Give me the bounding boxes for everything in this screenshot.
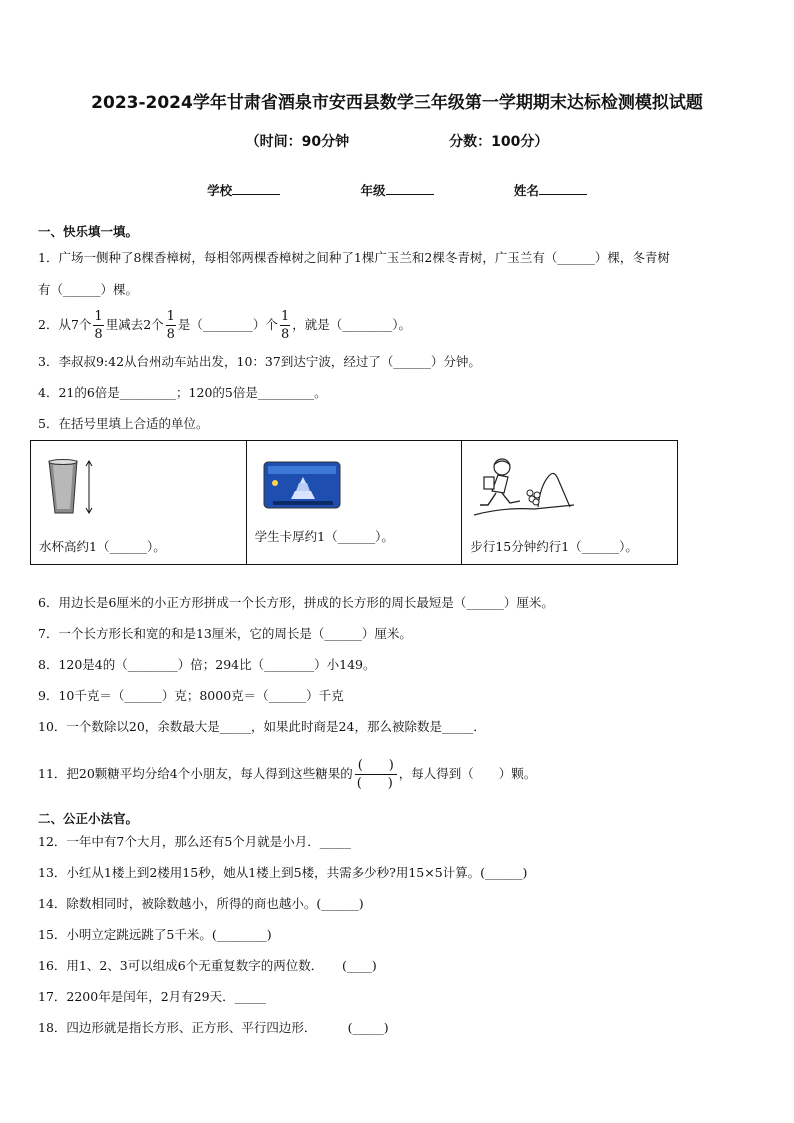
question-18: 18．四边形就是指长方形、正方形、平行四边形． (_____) — [38, 1020, 389, 1035]
grade-field[interactable] — [360, 181, 433, 199]
question-8: 8．120是4的（________）倍；294比（________）小149。 — [38, 657, 376, 672]
student-info — [0, 181, 794, 199]
exam-time: （时间：90分钟 — [245, 134, 350, 150]
question-1-line-1: 1．广场一侧种了8棵香樟树，每相邻两棵香樟树之间种了1棵广玉兰和2棵冬青树，广玉兰有（______）棵，冬青树 — [38, 250, 670, 265]
question-9: 9．10千克＝（______）克；8000克＝（______）千克 — [38, 688, 344, 703]
question-13: 13．小红从1楼上到2楼用15秒，她从1楼上到5楼，共需多少秒?用15×5计算。(______) — [38, 865, 528, 880]
fraction-one-eighth: $\frac{1}{8}$ — [94, 309, 103, 342]
name-field[interactable] — [514, 181, 587, 199]
walking-child-image — [474, 457, 574, 519]
question-2: 2．从7个 $\frac{1}{8}$ 里减去2个 $\frac{1}{8}$ 是（________）个 $\frac{1}{8}$ ，就是（________）。 — [38, 309, 411, 342]
exam-score: 分数：100分） — [449, 134, 549, 150]
question-4: 4．21的6倍是_________；120的5倍是_________。 — [38, 385, 327, 400]
question-3: 3．李叔叔9:42从台州动车站出发，10：37到达宁波，经过了（______）分钟。 — [38, 354, 481, 369]
section-heading-2: 二、公正小法官。 — [38, 811, 139, 826]
card-text: 学生卡厚约1（______）。 — [254, 529, 394, 544]
question-10: 10．一个数除以20，余数最大是_____，如果此时商是24，那么被除数是_____． — [38, 719, 486, 734]
question-14: 14．除数相同时，被除数越小，所得的商也越小。(______) — [38, 896, 364, 911]
walk-cell — [462, 441, 678, 565]
school-field[interactable] — [207, 181, 280, 199]
question-11: 11．把20颗糖平均分给4个小朋友，每人得到这些糖果的 $\frac{( )}{( )}$ ，每人得到（ ）颗。 — [38, 758, 537, 791]
question-5: 5．在括号里填上合适的单位。 — [38, 416, 209, 431]
name-label: 姓名 — [513, 183, 539, 198]
cup-image — [45, 457, 115, 519]
fraction-one-eighth: $\frac{1}{8}$ — [166, 309, 175, 342]
fraction-blank: $\frac{( )}{( )}$ — [355, 759, 397, 790]
question-16: 16．用1、2、3可以组成6个无重复数字的两位数． (____) — [38, 958, 377, 973]
card-cell — [246, 441, 462, 565]
question-7: 7．一个长方形长和宽的和是13厘米，它的周长是（______）厘米。 — [38, 626, 412, 641]
section-heading-1: 一、快乐填一填。 — [38, 224, 139, 239]
fraction-one-eighth: $\frac{1}{8}$ — [280, 309, 290, 342]
question-15: 15．小明立定跳远跳了5千米。(________) — [38, 927, 272, 942]
question-12: 12．一年中有7个大月，那么还有5个月就是小月．_____ — [38, 834, 352, 849]
walk-text: 步行15分钟约行1（______）。 — [470, 539, 638, 554]
question-1 — [38, 242, 768, 306]
cup-text: 水杯高约1（______）。 — [39, 539, 166, 554]
question-1-line-2: 有（______）棵。 — [38, 282, 139, 297]
cup-cell — [31, 441, 247, 565]
page-title: 2023-2024学年甘肃省酒泉市安西县数学三年级第一学期期末达标检测模拟试题 — [91, 93, 703, 113]
exam-meta — [0, 131, 794, 151]
student-card-image — [263, 461, 343, 511]
unit-table — [30, 440, 678, 565]
school-label: 学校 — [207, 183, 233, 198]
question-17: 17．2200年是闰年，2月有29天．_____ — [38, 989, 266, 1004]
grade-label: 年级 — [360, 183, 386, 198]
question-6: 6．用边长是6厘米的小正方形拼成一个长方形，拼成的长方形的周长最短是（______）厘米。 — [38, 595, 554, 610]
